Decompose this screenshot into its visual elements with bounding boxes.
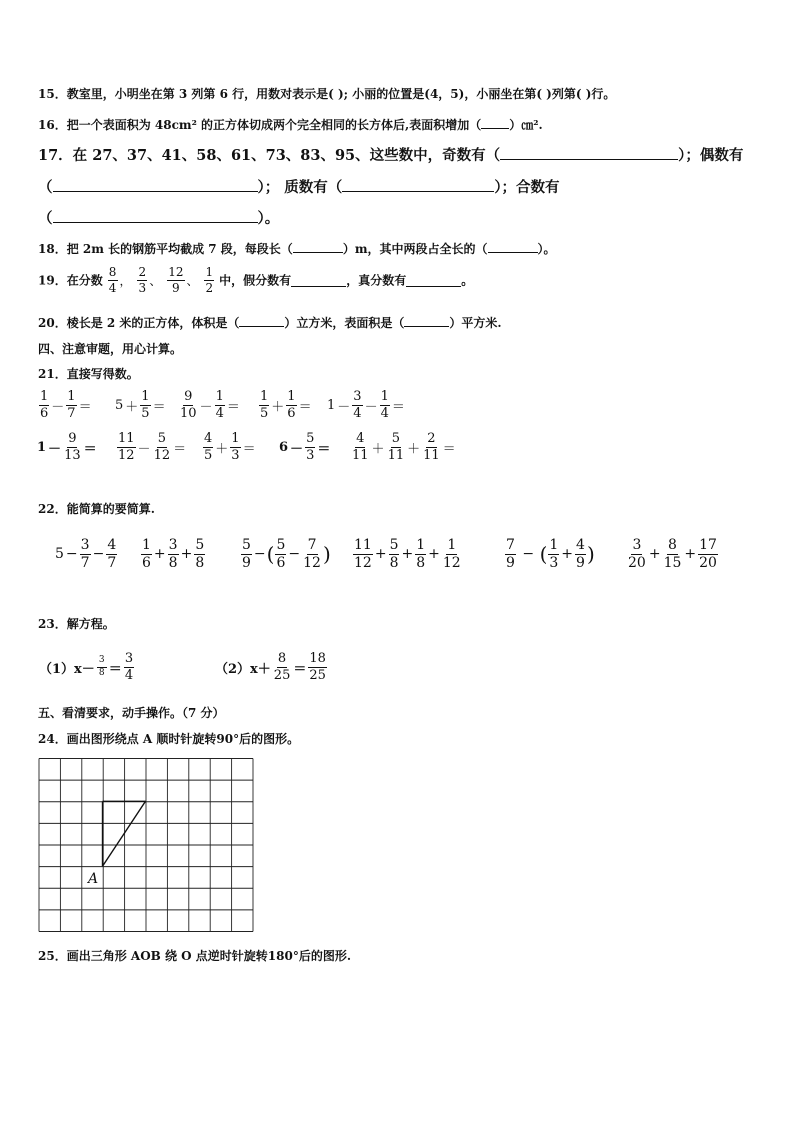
denominator: 3 (138, 280, 147, 295)
q23-equation-2: （2）x＋ $\frac{8}{25}$ ＝ $\frac{18}{25}$ (215, 651, 326, 683)
fraction: $\frac{1}{7}$ (67, 389, 76, 421)
q16-text-b: ）㎝². (509, 118, 543, 132)
fraction: $\frac{3}{20}$ (628, 537, 646, 571)
equals-sign: ＝ (152, 399, 166, 415)
q21-item-4 (258, 390, 313, 420)
q22-item-6: $\frac{3}{20}$ + $\frac{8}{15}$ + $\frac{17}{20}$ (628, 537, 717, 571)
q22-item-5: $\frac{7}{9}$ − ( $\frac{1}{3}$ + $\frac{4}{9}$ ) (506, 537, 595, 571)
question-15 (38, 85, 615, 102)
fraction: $\frac{2}{11}$ (423, 431, 440, 463)
question-25-title (38, 947, 351, 964)
minus-sign: － (290, 441, 304, 457)
fraction: $\frac{1}{5}$ (260, 389, 269, 421)
answer-blank[interactable] (53, 210, 258, 223)
q18-text-b: ）m，其中两段占全长的（ (342, 242, 488, 256)
q21-item-5: 1 － $\frac{3}{4}$ － $\frac{1}{4}$ ＝ (327, 389, 405, 421)
q21-item-10 (350, 432, 457, 462)
fraction: $\frac{7}{12}$ (303, 537, 321, 571)
fraction: $\frac{5}{8}$ (389, 537, 399, 571)
fraction: $\frac{1}{4}$ (215, 389, 224, 421)
fraction (167, 266, 184, 294)
plus-sign: ＋ (125, 399, 139, 415)
q20-text-b: ）立方米，表面积是（ (284, 316, 405, 330)
q19-text-d: 。 (461, 273, 474, 288)
q18-text-a: 18．把 2m 长的钢筋平均截成 7 段，每段长（ (38, 242, 293, 256)
minus-sign: － (48, 441, 62, 457)
answer-blank[interactable] (291, 274, 346, 287)
question-23-title (38, 615, 115, 632)
question-17-line2 (38, 176, 560, 197)
plus-sign: ＋ (271, 399, 285, 415)
q21-item-1 (38, 390, 93, 420)
fraction: $\frac{7}{9}$ (506, 537, 515, 571)
fraction: $\frac{4}{9}$ (576, 537, 585, 571)
equals-sign: ＝ (78, 399, 92, 415)
fraction: $\frac{1}{3}$ (231, 431, 240, 463)
answer-blank[interactable] (481, 116, 509, 129)
q17-text-a: 17．在 27、37、41、58、61、73、83、95、这些数中，奇数有（ (38, 147, 501, 164)
q15-text-a: 15．教室里，小明坐在第 3 列第 6 行，用数对表示是( (38, 87, 334, 101)
fraction: $\frac{9}{13}$ (64, 431, 81, 463)
q25-title-text: 25．画出三角形 AOB 绕 O 点逆时针旋转180°后的图形. (38, 949, 351, 963)
q21-item-3 (178, 390, 241, 420)
fraction: $\frac{1}{3}$ (549, 537, 559, 571)
fraction: $\frac{9}{10}$ (180, 389, 197, 421)
rotation-grid (38, 758, 254, 932)
q22-title-text: 22．能简算的要简算. (38, 502, 155, 516)
q17-text-d: ）； 质数有（ (257, 179, 343, 196)
section-5-text: 五、看清要求，动手操作。（7 分） (38, 706, 225, 720)
equals-sign: ＝ (317, 441, 331, 457)
q19-text-c: ，真分数有 (346, 273, 407, 288)
fraction: $\frac{3}{8}$ (168, 537, 178, 571)
question-21-title (38, 365, 139, 382)
q17-text-b: ）；偶数有 (678, 147, 744, 164)
q24-title-text: 24．画出图形绕点 A 顺时针旋转90°后的图形。 (38, 732, 300, 746)
fraction (204, 266, 214, 294)
fraction: $\frac{3}{8}$ (97, 656, 107, 678)
fraction: $\frac{1}{4}$ (380, 389, 389, 421)
grid-lines (39, 759, 253, 932)
q19-text-b: 中，假分数有 (219, 273, 292, 288)
numerator: 8 (108, 265, 117, 279)
fraction: $\frac{1}{6}$ (142, 537, 151, 571)
question-24-title (38, 730, 299, 747)
q21-item-2: 5 ＋ $\frac{1}{5}$ ＝ (115, 389, 166, 421)
separator: ， (119, 273, 132, 288)
minus-sign: － (364, 399, 378, 415)
fraction: $\frac{17}{20}$ (699, 537, 717, 571)
fraction: $\frac{3}{4}$ (124, 651, 134, 683)
question-18 (38, 240, 556, 257)
fraction: $\frac{5}{9}$ (242, 537, 251, 571)
q22-item-3: $\frac{5}{9}$ −( $\frac{5}{6}$ − $\frac{7}{12}$ ) (242, 537, 331, 571)
numerator: 12 (168, 265, 184, 279)
equation-label: （2）x＋ (215, 661, 271, 677)
denominator: 9 (172, 280, 180, 295)
q21-title-text: 21．直接写得数。 (38, 367, 139, 381)
fraction: $\frac{5}{8}$ (195, 537, 205, 571)
q22-item-4: $\frac{11}{12}$ + $\frac{5}{8}$ + $\frac{1}{8}$ + $\frac{1}{12}$ (354, 537, 461, 571)
question-20 (38, 314, 502, 331)
question-17 (38, 144, 743, 165)
q21-item-8 (202, 432, 257, 462)
equals-sign: ＝ (391, 399, 405, 415)
answer-blank[interactable] (404, 314, 449, 327)
q18-text-c: ）。 (537, 242, 556, 256)
fraction (108, 266, 118, 294)
fraction: $\frac{4}{11}$ (352, 431, 369, 463)
q15-text-c: )列第( (542, 87, 582, 101)
q21-item-9: 6 － $\frac{5}{3}$ ＝ (279, 431, 331, 463)
q15-text-b: ); 小丽的位置是(4，5)，小丽坐在第( (333, 87, 542, 101)
q17-text-e: ）；合数有 (494, 179, 560, 196)
plus-sign: ＋ (371, 441, 385, 457)
plus-sign: ＋ (407, 441, 421, 457)
equals-sign: ＝ (83, 441, 97, 457)
answer-blank[interactable] (239, 314, 284, 327)
answer-blank[interactable] (488, 240, 538, 253)
question-22-title (38, 500, 155, 517)
plus-sign: ＋ (215, 441, 229, 457)
fraction: $\frac{1}{12}$ (442, 537, 461, 571)
minus-sign: － (199, 399, 213, 415)
fraction: $\frac{18}{25}$ (309, 651, 326, 683)
fraction: $\frac{1}{5}$ (141, 389, 150, 421)
fraction: $\frac{1}{6}$ (287, 389, 296, 421)
fraction: $\frac{3}{4}$ (353, 389, 362, 421)
fraction: $\frac{8}{15}$ (663, 537, 682, 571)
q20-text-c: ）平方米. (449, 316, 502, 330)
answer-blank[interactable] (53, 179, 258, 192)
q22-item-2: $\frac{1}{6}$ + $\frac{3}{8}$ + $\frac{5}{8}$ (142, 537, 205, 571)
question-16 (38, 116, 543, 133)
section-5-heading (38, 704, 225, 721)
minus-sign: － (137, 441, 151, 457)
q21-item-6: 1 － $\frac{9}{13}$ ＝ (37, 431, 97, 463)
fraction (137, 266, 147, 294)
separator: 、 (186, 273, 199, 288)
minus-sign: － (337, 399, 351, 415)
answer-blank[interactable] (293, 240, 343, 253)
q19-text-a: 19．在分数 (38, 273, 103, 288)
minus-sign: － (51, 399, 65, 415)
fraction: $\frac{5}{12}$ (153, 431, 171, 463)
q16-text-a: 16．把一个表面积为 48cm² 的正方体切成两个完全相同的长方体后,表面积增加（ (38, 118, 482, 132)
triangle-hypotenuse (103, 801, 146, 866)
fraction: $\frac{11}{12}$ (118, 431, 135, 463)
fraction: $\frac{8}{25}$ (273, 651, 291, 683)
answer-blank[interactable] (500, 147, 678, 160)
numerator: 2 (138, 265, 147, 279)
q23-title-text: 23．解方程。 (38, 617, 115, 631)
q23-equation-1: （1）x－ $\frac{3}{8}$ ＝ $\frac{3}{4}$ (39, 651, 134, 683)
question-17-line3 (38, 207, 279, 228)
q17-text-f: （ (38, 210, 53, 227)
q21-item-7 (116, 432, 187, 462)
fraction: $\frac{3}{7}$ (80, 537, 90, 571)
equals-sign: ＝ (442, 441, 456, 457)
q22-item-1: 5 − $\frac{3}{7}$ − $\frac{4}{7}$ (55, 537, 117, 571)
q17-text-c: （ (38, 179, 53, 196)
denominator: 2 (205, 280, 214, 295)
point-a-label: A (88, 871, 99, 887)
separator: 、 (149, 273, 162, 288)
fraction: $\frac{4}{5}$ (204, 431, 213, 463)
q17-text-g: ）。 (257, 210, 280, 227)
section-4-heading (38, 340, 182, 357)
question-19 (38, 266, 473, 294)
fraction: $\frac{1}{6}$ (40, 389, 49, 421)
q20-text-a: 20．棱长是 2 米的正方体，体积是（ (38, 316, 240, 330)
answer-blank[interactable] (342, 179, 494, 192)
fraction: $\frac{1}{8}$ (416, 537, 426, 571)
answer-blank[interactable] (406, 274, 461, 287)
equals-sign: ＝ (242, 441, 256, 457)
fraction: $\frac{5}{11}$ (387, 431, 405, 463)
fraction: $\frac{4}{7}$ (107, 537, 117, 571)
equals-sign: ＝ (298, 399, 312, 415)
denominator: 4 (108, 280, 117, 295)
q15-text-d: )行。 (581, 87, 616, 101)
equation-label: （1）x－ (39, 661, 95, 677)
fraction: $\frac{5}{3}$ (306, 431, 315, 463)
section-4-text: 四、注意审题，用心计算。 (38, 342, 183, 356)
equals-sign: ＝ (226, 399, 240, 415)
fraction: $\frac{11}{12}$ (354, 537, 372, 571)
fraction: $\frac{5}{6}$ (276, 537, 286, 571)
numerator: 1 (205, 265, 214, 279)
equals-sign: ＝ (173, 441, 187, 457)
